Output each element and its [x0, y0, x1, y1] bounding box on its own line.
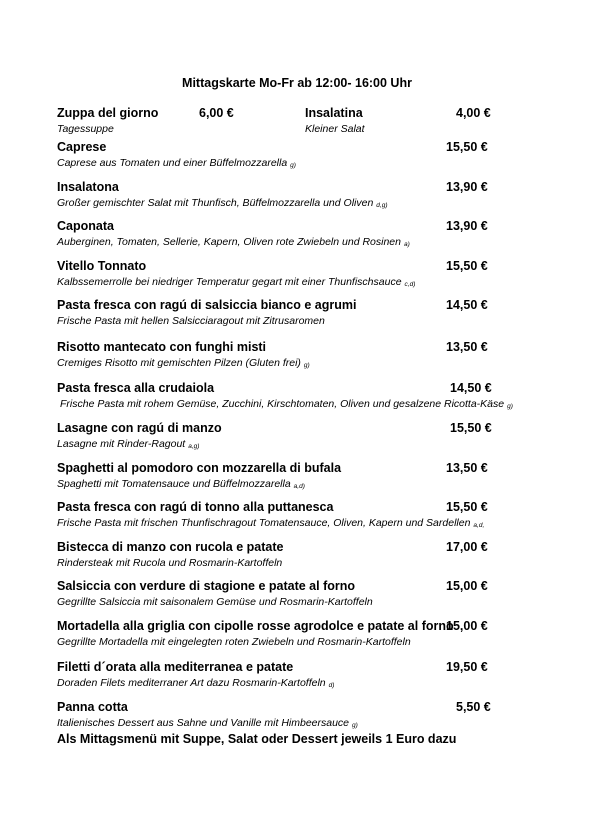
menu-item-price: 13,90 €	[446, 180, 488, 194]
menu-item-price: 15,00 €	[446, 619, 488, 633]
menu-item	[57, 259, 497, 288]
menu-item-description	[57, 596, 497, 608]
menu-item-name: Caponata	[57, 219, 114, 233]
menu-item-description-text: Auberginen, Tomaten, Sellerie, Kapern, Oliven rote Zwiebeln und Rosinen	[57, 236, 401, 248]
soup-price: 6,00 €	[199, 106, 234, 120]
menu-item-description	[57, 677, 497, 689]
menu-item-allergen-code: g)	[507, 403, 513, 410]
menu-item-price: 17,00 €	[446, 540, 488, 554]
menu-item-description	[57, 517, 497, 529]
menu-item-description	[60, 398, 513, 410]
menu-item-description-text: Spaghetti mit Tomatensauce und Büffelmozzarella	[57, 478, 291, 490]
soup-block	[57, 106, 158, 135]
salad-price: 4,00 €	[456, 106, 491, 120]
soup-desc: Tagessuppe	[57, 123, 114, 135]
menu-item-price: 15,50 €	[446, 140, 488, 154]
menu-item-description	[57, 315, 497, 327]
menu-item-name: Lasagne con ragú di manzo	[57, 421, 222, 435]
menu-item-description-text: Gegrillte Mortadella mit eingelegten roten Zwiebeln und Rosmarin-Kartoffeln	[57, 636, 411, 648]
menu-item-description	[57, 276, 497, 288]
menu-item-description-text: Frische Pasta mit frischen Thunfischragout Tomatensauce, Oliven, Kapern und Sardellen	[57, 517, 471, 529]
menu-item-description	[57, 236, 497, 248]
menu-item-description-text: Cremiges Risotto mit gemischten Pilzen (Gluten frei)	[57, 357, 301, 369]
menu-item-description-text: Caprese aus Tomaten und einer Büffelmozzarella	[57, 157, 288, 169]
menu-item	[57, 298, 497, 327]
menu-item-description	[57, 357, 497, 369]
menu-item-allergen-code: g)	[303, 362, 310, 369]
menu-item-price: 13,90 €	[446, 219, 488, 233]
menu-item-allergen-code: g)	[352, 722, 358, 729]
menu-item	[57, 340, 497, 369]
menu-item	[57, 180, 497, 209]
menu-item-price: 14,50 €	[450, 381, 492, 395]
menu-item	[57, 219, 497, 248]
menu-item	[57, 461, 497, 490]
menu-item-description-text: Italienisches Dessert aus Sahne und Vanille mit Himbeersauce	[57, 717, 350, 729]
menu-footer-note: Als Mittagsmenü mit Suppe, Salat oder Dessert jeweils 1 Euro dazu	[57, 732, 457, 746]
soup-name: Zuppa del giorno	[57, 106, 159, 120]
menu-item-description	[57, 157, 497, 169]
menu-item	[57, 140, 497, 169]
menu-item	[57, 421, 497, 450]
menu-item-description-text: Frische Pasta mit rohem Gemüse, Zucchini, Kirschtomaten, Oliven und gesalzene Ricotta-Käse	[60, 398, 505, 410]
menu-item-description-text: Gegrillte Salsiccia mit saisonalem Gemüse und Rosmarin-Kartoffeln	[57, 596, 373, 608]
menu-item	[57, 540, 497, 569]
menu-item-price: 13,50 €	[446, 461, 488, 475]
menu-item-price: 19,50 €	[446, 660, 488, 674]
menu-item-price: 15,50 €	[446, 259, 488, 273]
menu-item-name: Caprese	[57, 140, 107, 154]
menu-item-description	[57, 636, 497, 648]
menu-item-description-text: Doraden Filets mediterraner Art dazu Rosmarin-Kartoffeln	[57, 677, 326, 689]
menu-item-allergen-code: a)	[403, 241, 410, 248]
menu-item-description-text: Großer gemischter Salat mit Thunfisch, Büffelmozzarella und Oliven	[57, 197, 374, 209]
menu-item-allergen-code: a,g)	[188, 443, 200, 450]
menu-item-name: Insalatona	[57, 180, 119, 194]
menu-item	[57, 381, 513, 410]
menu-item	[57, 579, 497, 608]
menu-item-allergen-code: d,g)	[376, 202, 388, 209]
menu-item-name: Filetti d´orata alla mediterranea e patate	[57, 660, 294, 674]
menu-item	[57, 500, 497, 529]
menu-item-allergen-code: d)	[328, 682, 335, 689]
menu-item-description-text: Frische Pasta mit hellen Salsicciaragout mit Zitrusaromen	[57, 315, 325, 327]
menu-item-description	[57, 557, 497, 569]
menu-item-name: Risotto mantecato con funghi misti	[57, 340, 267, 354]
menu-item-description	[57, 478, 497, 490]
menu-item-name: Pasta fresca con ragú di tonno alla puttanesca	[57, 500, 334, 514]
menu-item-allergen-code: a,d,	[473, 522, 485, 529]
menu-item-price: 15,00 €	[446, 579, 488, 593]
menu-item-description	[57, 197, 497, 209]
menu-item-description	[57, 717, 497, 729]
menu-item-price: 15,50 €	[446, 500, 488, 514]
menu-item-name: Spaghetti al pomodoro con mozzarella di bufala	[57, 461, 342, 475]
menu-item-allergen-code: c,d)	[404, 281, 416, 288]
menu-item-allergen-code: a,d)	[293, 483, 305, 490]
menu-item-name: Vitello Tonnato	[57, 259, 147, 273]
menu-item-name: Salsiccia con verdure di stagione e patate al forno	[57, 579, 356, 593]
salad-block	[305, 106, 365, 135]
menu-item-price: 13,50 €	[446, 340, 488, 354]
menu-item-name: Panna cotta	[57, 700, 128, 714]
menu-item-name: Bistecca di manzo con rucola e patate	[57, 540, 284, 554]
menu-item-name: Pasta fresca alla crudaiola	[57, 381, 215, 395]
menu-item-description-text: Kalbssemerrolle bei niedriger Temperatur gegart mit einer Thunfischsauce	[57, 276, 402, 288]
menu-item-price: 14,50 €	[446, 298, 488, 312]
menu-title: Mittagskarte Mo-Fr ab 12:00- 16:00 Uhr	[182, 76, 412, 90]
menu-item	[57, 660, 497, 689]
salad-name: Insalatina	[305, 106, 363, 120]
menu-item-description-text: Lasagne mit Rinder-Ragout	[57, 438, 186, 450]
soup-salad-row	[57, 106, 497, 140]
menu-item-name: Mortadella alla griglia con cipolle rosse agrodolce e patate al forno	[57, 619, 454, 633]
menu-item-description	[57, 438, 497, 450]
menu-item-price: 15,50 €	[450, 421, 492, 435]
menu-item-allergen-code: g)	[290, 162, 296, 169]
menu-item-price: 5,50 €	[456, 700, 491, 714]
menu-item-name: Pasta fresca con ragú di salsiccia bianco e agrumi	[57, 298, 357, 312]
menu-item	[57, 700, 497, 729]
salad-desc: Kleiner Salat	[305, 123, 365, 135]
menu-item	[57, 619, 497, 648]
menu-item-description-text: Rindersteak mit Rucola und Rosmarin-Kartoffeln	[57, 557, 283, 569]
